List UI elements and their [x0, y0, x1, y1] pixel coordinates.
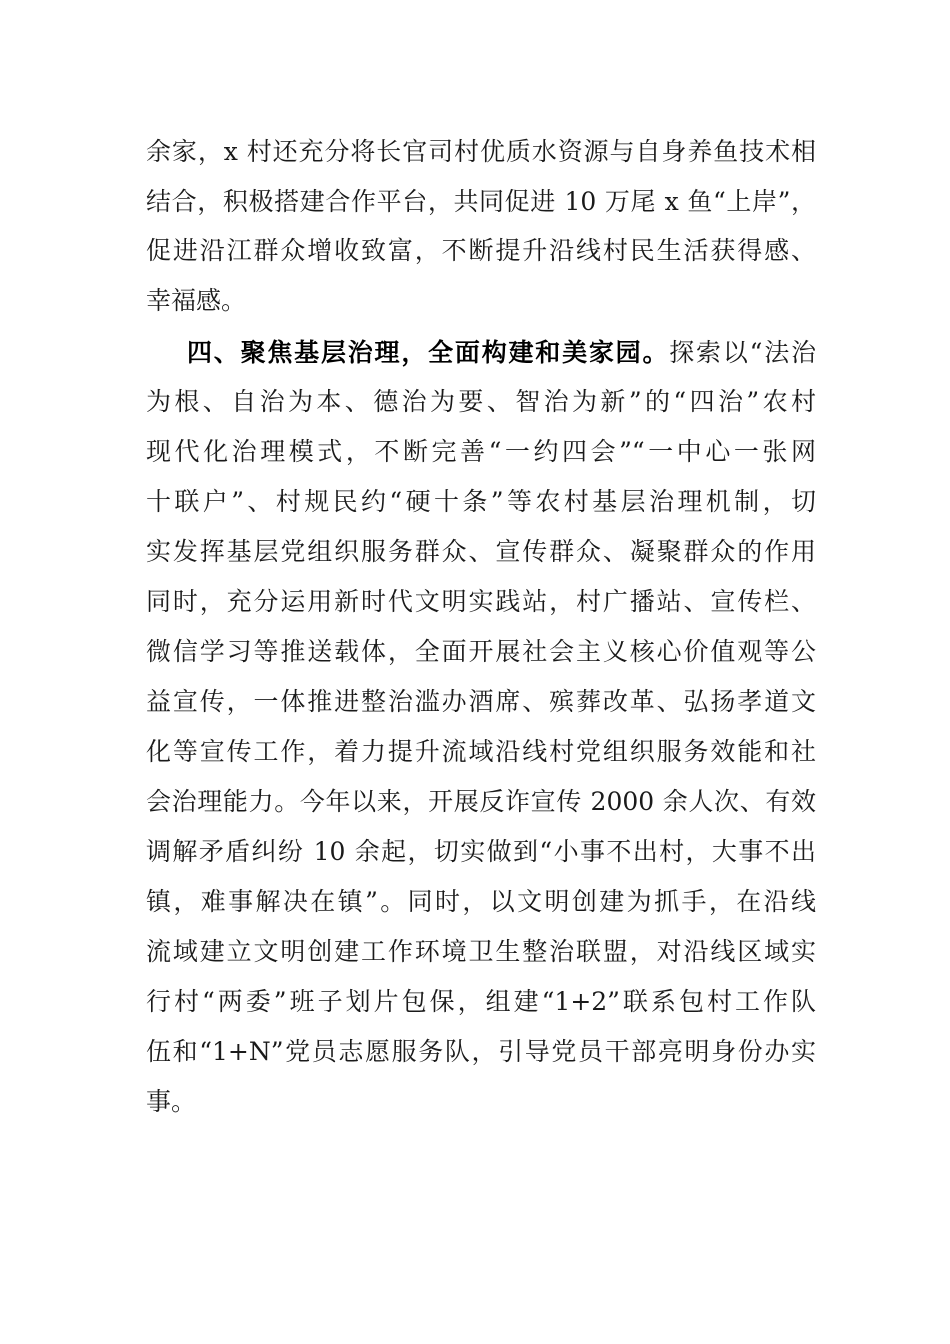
paragraph2-line-10: 会治理能力。今年以来，开展反诈宣传 2000 余人次、有效: [146, 787, 816, 816]
paragraph2-line-8: 益宣传，一体推进整治滥办酒席、殡葬改革、弘扬孝道文: [146, 687, 816, 716]
paragraph2-line-3: 现代化治理模式，不断完善“一约四会”“一中心一张网: [146, 437, 816, 466]
paragraph2-line-7: 微信学习等推送载体，全面开展社会主义核心价值观等公: [146, 637, 816, 666]
paragraph2-line-2: 为根、自治为本、德治为要、智治为新”的“四治”农村: [146, 387, 816, 416]
section-heading: 四、聚焦基层治理，全面构建和美家园。: [187, 338, 670, 367]
paragraph2-line-14: 行村“两委”班子划片包保，组建“1+2”联系包村工作队: [146, 987, 816, 1016]
paragraph2-line-9: 化等宣传工作，着力提升流域沿线村党组织服务效能和社: [146, 737, 816, 766]
paragraph2-line-5: 实发挥基层党组织服务群众、宣传群众、凝聚群众的作用: [146, 537, 816, 566]
paragraph1-line-2: 结合，积极搭建合作平台，共同促进 10 万尾 x 鱼“上岸”，: [146, 187, 816, 216]
paragraph2-line-4: 十联户”、村规民约“硬十条”等农村基层治理机制，切: [146, 487, 816, 516]
paragraph1-line-1: 余家，x 村还充分将长官司村优质水资源与自身养鱼技术相: [146, 137, 816, 166]
paragraph2-line-6: 同时，充分运用新时代文明实践站，村广播站、宣传栏、: [146, 587, 816, 616]
paragraph2-line-13: 流域建立文明创建工作环境卫生整治联盟，对沿线区域实: [146, 937, 816, 966]
paragraph2-line-12: 镇，难事解决在镇”。同时，以文明创建为抓手，在沿线: [146, 887, 816, 916]
paragraph2-line-1: [187, 333, 816, 373]
paragraph2-line-11: 调解矛盾纠纷 10 余起，切实做到“小事不出村，大事不出: [146, 837, 816, 866]
paragraph1-line-3: 促进沿江群众增收致富，不断提升沿线村民生活获得感、: [146, 236, 816, 265]
paragraph2-line-16: 事。: [146, 1087, 197, 1116]
paragraph2-line-1-rest: 探索以“法治: [669, 338, 816, 367]
paragraph1-line-4: 幸福感。: [146, 286, 247, 315]
paragraph2-line-15: 伍和“1+N”党员志愿服务队，引导党员干部亮明身份办实: [146, 1037, 816, 1066]
